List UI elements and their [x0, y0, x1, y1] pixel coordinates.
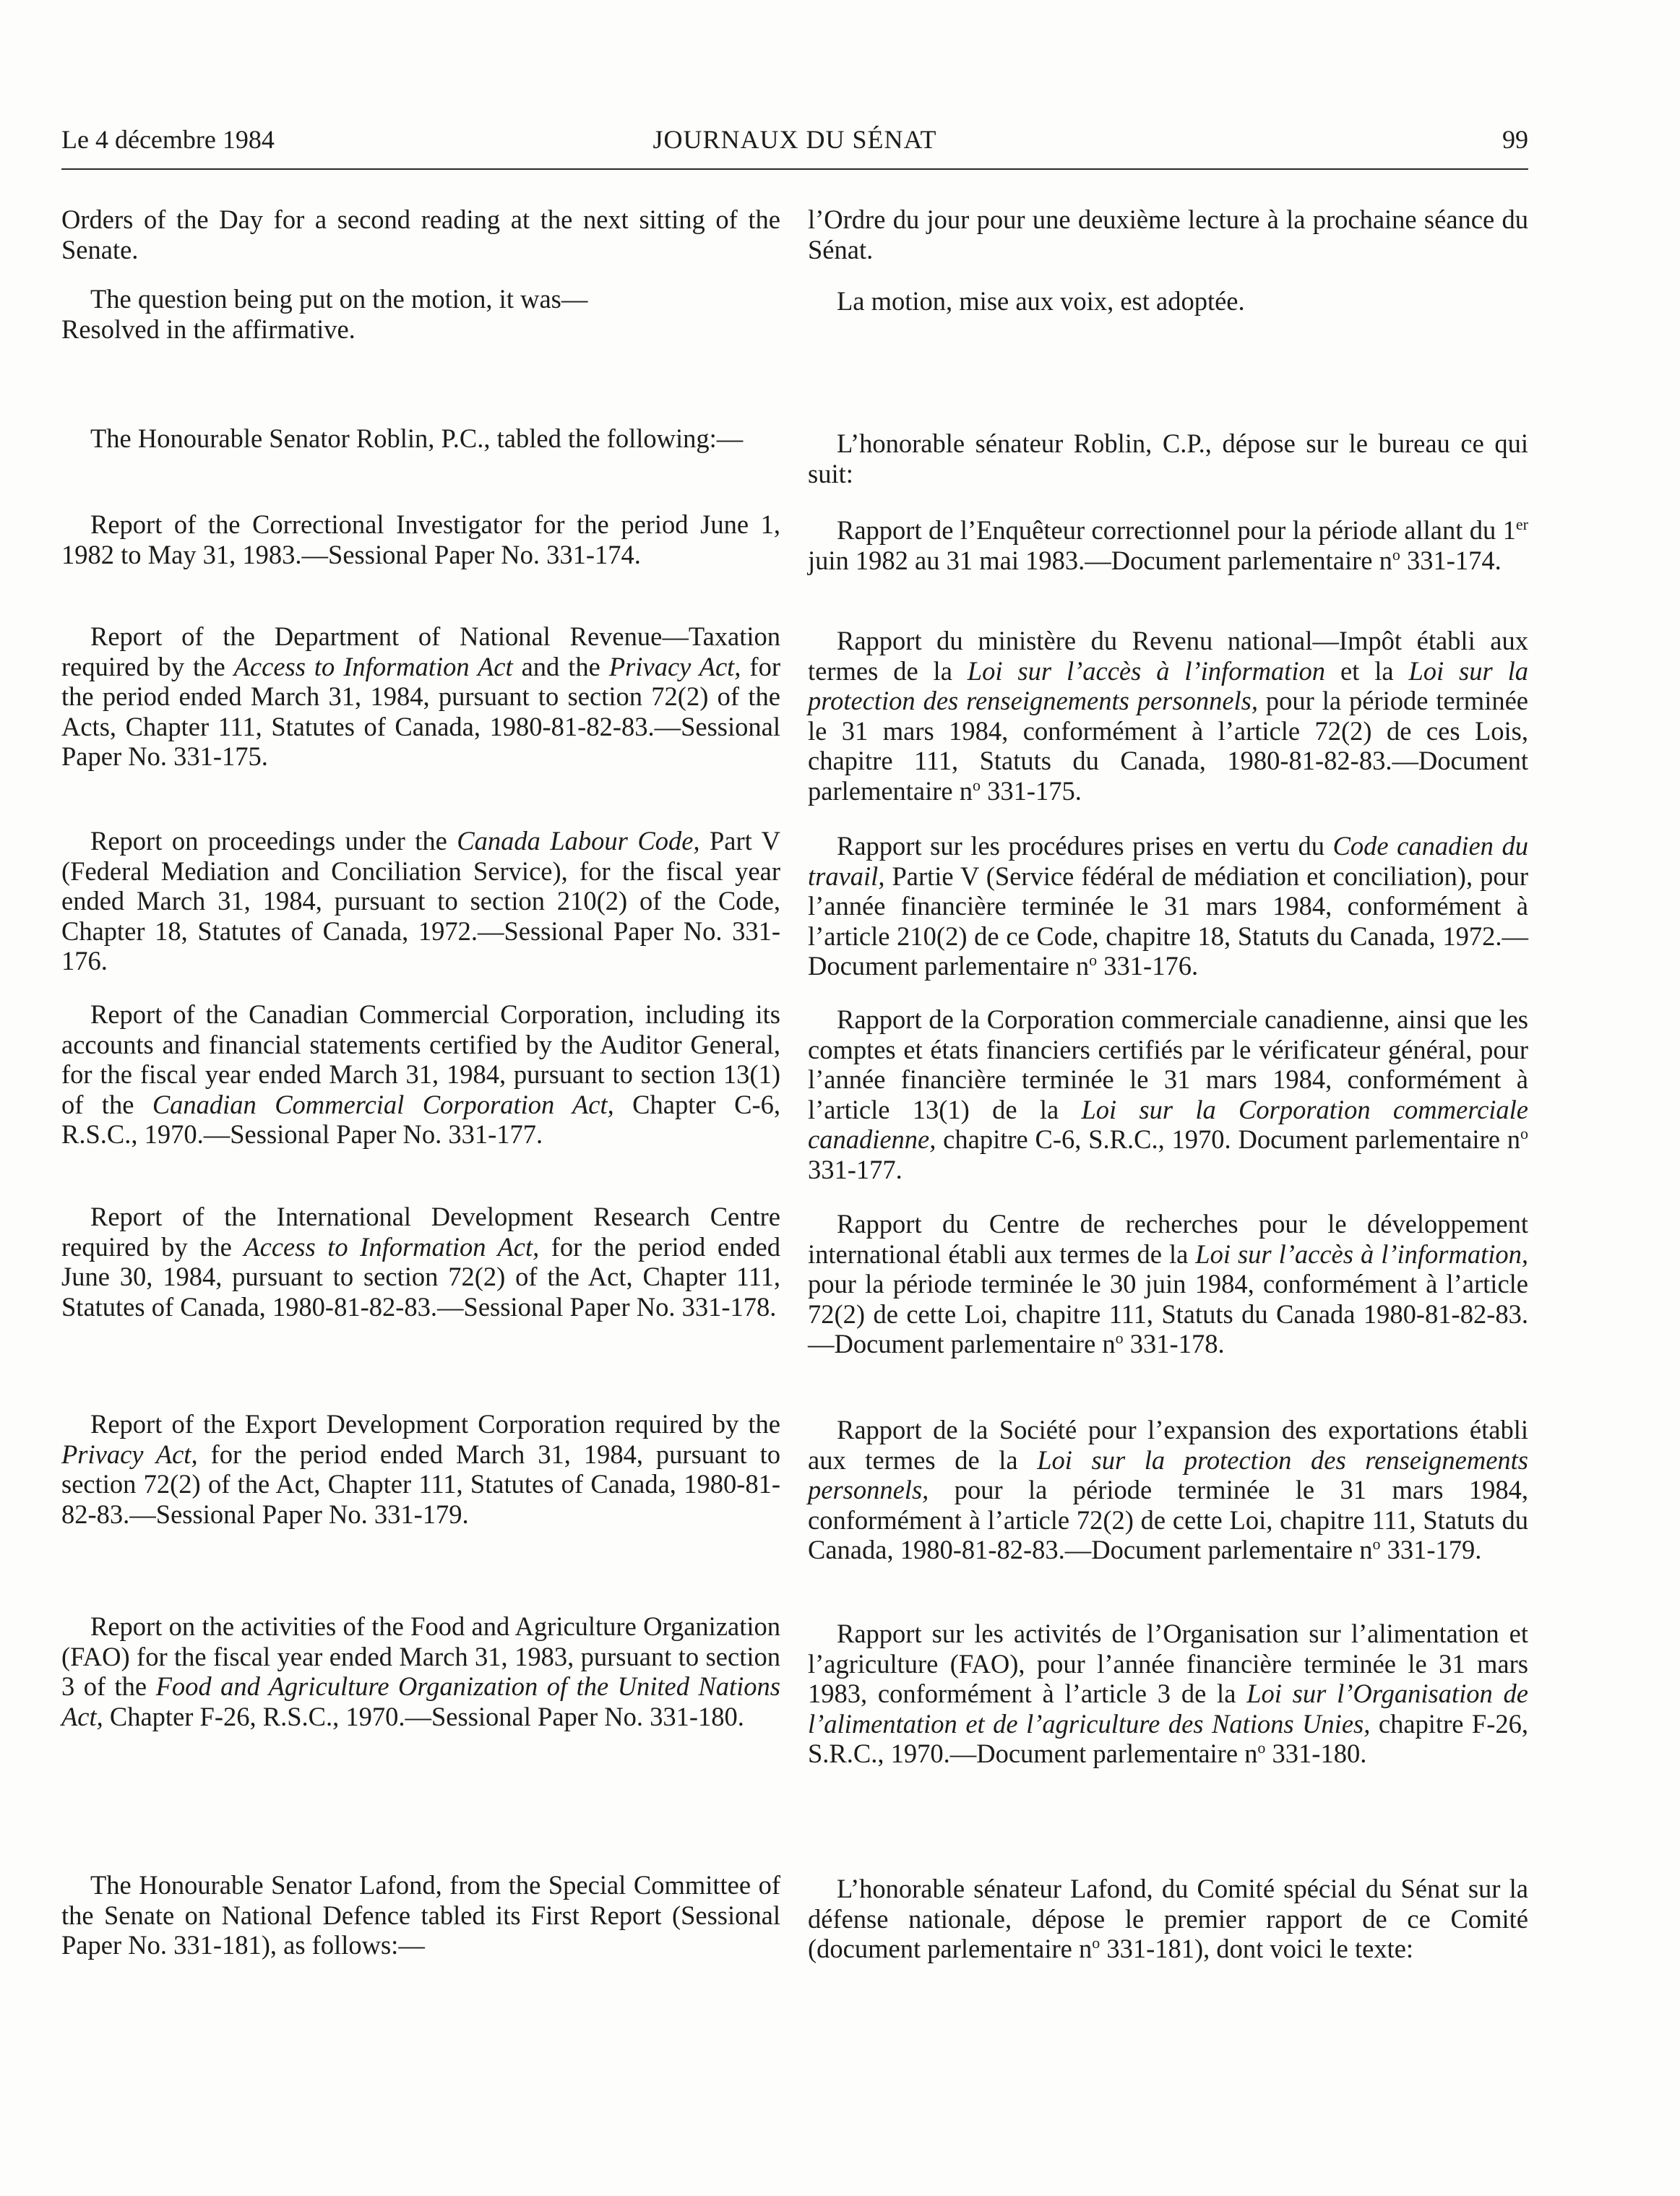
fr-paragraph-4: Rapport de l’Enquêteur correctionnel pour la période allant du 1er juin 1982 au 31 mai 1983.—Document parlementaire $n^o$ 331-174. [808, 514, 1528, 575]
en-paragraph-1: Orders of the Day for a second reading at the next sitting of the Senate. [61, 204, 780, 264]
header-rule [61, 168, 1528, 170]
fr-paragraph-3: L’honorable sénateur Roblin, C.P., dépose sur le bureau ce qui suit: [808, 429, 1528, 488]
page-header [61, 124, 1528, 165]
en-paragraph-5: Report of the Department of National Revenue—Taxation required by the Access to Information Act and the Privacy Act, for the period ended March 31, 1984, pursuant to section 72(2) of the Acts, Chapter 111, Statutes of Canada, 1980-81-82-83.—Sessional Paper No. 331-175. [61, 621, 780, 771]
page-number: 99 [1502, 125, 1528, 154]
header-date: Le 4 décembre 1984 [61, 125, 275, 154]
en-paragraph-11: The Honourable Senator Lafond, from the Special Committee of the Senate on National Defence tabled its First Report (Sessional Paper No. 331-181), as follows:— [61, 1870, 780, 1960]
fr-paragraph-11: L’honorable sénateur Lafond, du Comité spécial du Sénat sur la défense nationale, dépose le premier rapport de ce Comité (document parlementaire $n^o$ 331-181), dont voici le texte: [808, 1874, 1528, 1963]
en-paragraph-7: Report of the Canadian Commercial Corporation, including its accounts and financial statements certified by the Auditor General, for the fiscal year ended March 31, 1984, pursuant to section 13(1) of the Canadian Commercial Corporation Act, Chapter C-6, R.S.C., 1970.—Sessional Paper No. 331-177. [61, 999, 780, 1149]
en-paragraph-4: Report of the Correctional Investigator for the period June 1, 1982 to May 31, 1983.—Sessional Paper No. 331-174. [61, 509, 780, 569]
en-paragraph-6: Report on proceedings under the Canada Labour Code, Part V (Federal Mediation and Conciliation Service), for the fiscal year ended March 31, 1984, pursuant to section 210(2) of the Code, Chapter 18, Statutes of Canada, 1972.—Sessional Paper No. 331-176. [61, 826, 780, 976]
fr-paragraph-7: Rapport de la Corporation commerciale canadienne, ainsi que les comptes et états financiers certifiés par le vérificateur général, pour l’année financière terminée le 31 mars 1984, conformément à l’article 13(1) de la Loi sur la Corporation commerciale canadienne, chapitre C-6, S.R.C., 1970. Document parlementaire $n^o$ 331-177. [808, 1004, 1528, 1184]
en-paragraph-8: Report of the International Development Research Centre required by the Access to Information Act, for the period ended June 30, 1984, pursuant to section 72(2) of the Act, Chapter 111, Statutes of Canada, 1980-81-82-83.—Sessional Paper No. 331-178. [61, 1202, 780, 1322]
en-paragraph-2: The question being put on the motion, it was— Resolved in the affirmative. [61, 284, 588, 344]
fr-paragraph-6: Rapport sur les procédures prises en vertu du Code canadien du travail, Partie V (Service fédéral de médiation et conciliation), pour l’année financière terminée le 31 mars 1984, conformément à l’article 210(2) de ce Code, chapitre 18, Statuts du Canada, 1972.—Document parlementaire $n^o$ 331-176. [808, 831, 1528, 981]
en-paragraph-3: The Honourable Senator Roblin, P.C., tabled the following:— [90, 423, 744, 453]
fr-paragraph-1: l’Ordre du jour pour une deuxième lecture à la prochaine séance du Sénat. [808, 204, 1528, 264]
fr-paragraph-2: La motion, mise aux voix, est adoptée. [837, 286, 1245, 316]
en-paragraph-10: Report on the activities of the Food and Agriculture Organization (FAO) for the fiscal year ended March 31, 1983, pursuant to section 3 of the Food and Agriculture Organization of the United Nations Act, Chapter F-26, R.S.C., 1970.—Sessional Paper No. 331-180. [61, 1611, 780, 1731]
fr-paragraph-10: Rapport sur les activités de l’Organisation sur l’alimentation et l’agriculture (FAO), pour l’année financière terminée le 31 mars 1983, conformément à l’article 3 de la Loi sur l’Organisation de l’alimentation et de l’agriculture des Nations Unies, chapitre F-26, S.R.C., 1970.—Document parlementaire $n^o$ 331-180. [808, 1619, 1528, 1768]
fr-paragraph-5: Rapport du ministère du Revenu national—Impôt établi aux termes de la Loi sur l’accès à l’information et la Loi sur la protection des renseignements personnels, pour la période terminée le 31 mars 1984, conformément à l’article 72(2) de ces Lois, chapitre 111, Statuts du Canada, 1980-81-82-83.—Document parlementaire $n^o$ 331-175. [808, 626, 1529, 806]
fr-paragraph-9: Rapport de la Société pour l’expansion des exportations établi aux termes de la Loi sur la protection des renseignements personnels, pour la période terminée le 31 mars 1984, conformément à l’article 72(2) de cette Loi, chapitre 111, Statuts du Canada, 1980-81-82-83.—Document parlementaire $n^o$ 331-179. [808, 1415, 1528, 1564]
en-paragraph-9: Report of the Export Development Corporation required by the Privacy Act, for the period ended March 31, 1984, pursuant to section 72(2) of the Act, Chapter 111, Statutes of Canada, 1980-81-82-83.—Sessional Paper No. 331-179. [61, 1409, 780, 1529]
fr-paragraph-8: Rapport du Centre de recherches pour le développement international établi aux termes de la Loi sur l’accès à l’information, pour la période terminée le 30 juin 1984, conformément à l’article 72(2) de cette Loi, chapitre 111, Statuts du Canada 1980-81-82-83.—Document parlementaire $n^o$ 331-178. [808, 1209, 1528, 1358]
header-title: JOURNAUX DU SÉNAT [652, 125, 937, 154]
